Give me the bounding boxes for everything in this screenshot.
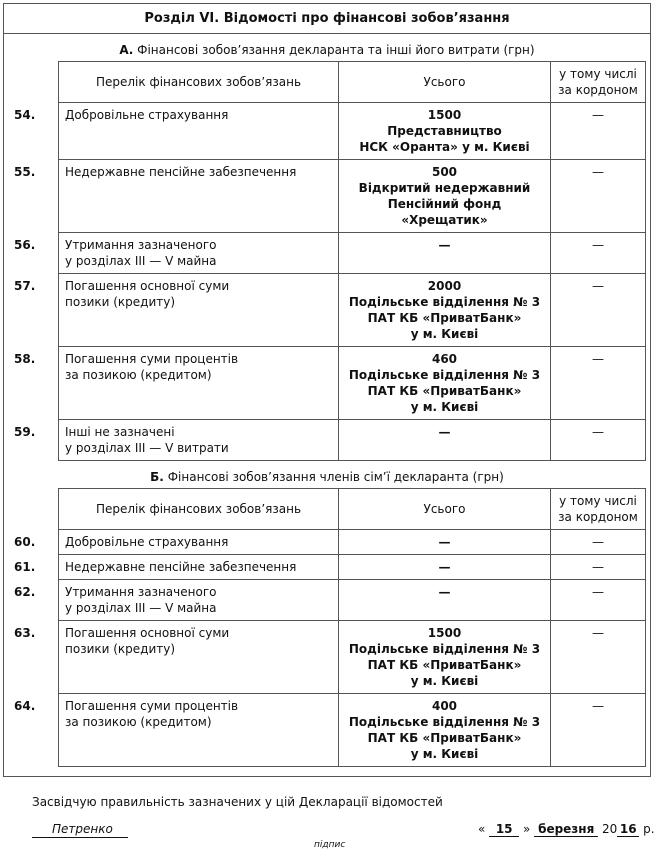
- obligation-name-line: Погашення основної суми: [65, 279, 230, 293]
- obligation-abroad: —: [551, 233, 646, 274]
- obligation-total-line: 460: [431, 352, 458, 366]
- obligation-name: [59, 233, 339, 274]
- row-number: 58.: [14, 351, 36, 366]
- obligation-total-line: у м. Києві: [410, 747, 479, 761]
- table-row: [59, 694, 646, 767]
- obligation-name: [59, 530, 339, 555]
- obligation-name: [59, 580, 339, 621]
- obligation-total-line: —: [438, 585, 451, 599]
- obligation-name-line: Добровільне страхування: [65, 108, 229, 122]
- header-abroad-line1: у тому числі: [559, 494, 637, 508]
- obligation-name-line: Утримання зазначеного: [65, 585, 217, 599]
- obligation-name-line: за позикою (кредитом): [65, 715, 212, 729]
- obligation-abroad: —: [551, 580, 646, 621]
- row-number: 62.: [14, 584, 36, 599]
- header-total: Усього: [339, 62, 551, 103]
- obligation-total: [339, 621, 551, 694]
- obligation-total: [339, 420, 551, 461]
- date-close-quote: »: [523, 822, 531, 836]
- obligation-total-line: —: [438, 535, 451, 549]
- row-number: 57.: [14, 278, 36, 293]
- obligation-abroad: —: [551, 555, 646, 580]
- obligation-name-line: Добровільне страхування: [65, 535, 229, 549]
- date-open-quote: «: [478, 822, 486, 836]
- obligation-name-line: позики (кредиту): [65, 642, 176, 656]
- obligation-name-line: Недержавне пенсійне забезпечення: [65, 165, 297, 179]
- obligation-abroad: —: [551, 103, 646, 160]
- table-row: [59, 580, 646, 621]
- header-total: Усього: [339, 489, 551, 530]
- section-title: Розділ VI. Відомості про фінансові зобов’язання: [4, 4, 650, 34]
- obligation-total: [339, 580, 551, 621]
- obligation-total: [339, 555, 551, 580]
- table-row: [59, 621, 646, 694]
- obligation-total-line: Відкритий недержавний: [358, 181, 531, 195]
- obligation-total-line: у м. Києві: [410, 327, 479, 341]
- obligation-total-line: ПАТ КБ «ПриватБанк»: [367, 384, 522, 398]
- part-b-letter: Б.: [150, 470, 164, 484]
- date-month[interactable]: березня: [534, 822, 598, 837]
- obligation-name: [59, 694, 339, 767]
- obligation-name-line: у розділах III — V витрати: [65, 441, 229, 455]
- table-row: [59, 347, 646, 420]
- obligation-name-line: Недержавне пенсійне забезпечення: [65, 560, 297, 574]
- obligation-name-line: позики (кредиту): [65, 295, 176, 309]
- signature-label: підпис: [314, 840, 346, 850]
- part-b-title: [4, 470, 650, 484]
- obligation-abroad: —: [551, 420, 646, 461]
- date-year-unit: р.: [643, 822, 655, 836]
- obligation-name-line: Погашення основної суми: [65, 626, 230, 640]
- obligation-name: [59, 555, 339, 580]
- header-name: Перелік фінансових зобов’язань: [59, 489, 339, 530]
- row-number: 63.: [14, 625, 36, 640]
- obligation-total-line: —: [438, 238, 451, 252]
- obligation-total-line: —: [438, 560, 451, 574]
- date-field: [478, 822, 655, 838]
- obligation-abroad: —: [551, 694, 646, 767]
- part-a-title: [4, 43, 650, 57]
- row-number: 61.: [14, 559, 36, 574]
- obligation-abroad: —: [551, 530, 646, 555]
- obligation-total-line: 1500: [427, 626, 462, 640]
- obligation-total: [339, 233, 551, 274]
- obligation-name: [59, 420, 339, 461]
- obligation-total: [339, 530, 551, 555]
- header-name: Перелік фінансових зобов’язань: [59, 62, 339, 103]
- obligation-name-line: Інші не зазначені: [65, 425, 175, 439]
- obligation-name-line: Погашення суми процентів: [65, 699, 239, 713]
- signature-field[interactable]: Петренко: [32, 822, 128, 838]
- table-row: [59, 274, 646, 347]
- obligation-total-line: ПАТ КБ «ПриватБанк»: [367, 658, 522, 672]
- date-day[interactable]: 15: [489, 822, 519, 837]
- header-abroad-line1: у тому числі: [559, 67, 637, 81]
- header-abroad: [551, 489, 646, 530]
- obligation-total-line: Подільське відділення № 3: [348, 295, 541, 309]
- header-abroad-line2: за кордоном: [558, 83, 638, 97]
- part-a-table: [58, 61, 646, 461]
- obligation-name: [59, 160, 339, 233]
- obligation-name-line: у розділах III — V майна: [65, 601, 217, 615]
- obligation-total-line: у м. Києві: [410, 400, 479, 414]
- table-row: [59, 233, 646, 274]
- declaration-sheet: [3, 3, 651, 777]
- obligation-name: [59, 621, 339, 694]
- row-number: 56.: [14, 237, 36, 252]
- obligation-total-line: ПАТ КБ «ПриватБанк»: [367, 731, 522, 745]
- part-b-table: [58, 488, 646, 767]
- obligation-name: [59, 274, 339, 347]
- obligation-total-line: НСК «Оранта» у м. Києві: [359, 140, 530, 154]
- row-number: 55.: [14, 164, 36, 179]
- table-row: [59, 103, 646, 160]
- obligation-name-line: за позикою (кредитом): [65, 368, 212, 382]
- header-abroad: [551, 62, 646, 103]
- header-abroad-line2: за кордоном: [558, 510, 638, 524]
- obligation-total-line: у м. Києві: [410, 674, 479, 688]
- date-year-prefix: 20: [602, 822, 618, 836]
- obligation-abroad: —: [551, 160, 646, 233]
- row-number: 60.: [14, 534, 36, 549]
- table-row: [59, 160, 646, 233]
- obligation-total-line: 2000: [427, 279, 462, 293]
- obligation-name-line: Погашення суми процентів: [65, 352, 239, 366]
- obligation-total-line: Представництво: [387, 124, 502, 138]
- obligation-total-line: Пенсійний фонд «Хрещатик»: [387, 197, 502, 227]
- obligation-total: [339, 694, 551, 767]
- obligation-name-line: у розділах III — V майна: [65, 254, 217, 268]
- obligation-total-line: ПАТ КБ «ПриватБанк»: [367, 311, 522, 325]
- obligation-abroad: —: [551, 274, 646, 347]
- obligation-total-line: Подільське відділення № 3: [348, 642, 541, 656]
- part-a-letter: А.: [119, 43, 134, 57]
- row-number: 64.: [14, 698, 36, 713]
- table-row: [59, 530, 646, 555]
- table-row: [59, 420, 646, 461]
- obligation-name-line: Утримання зазначеного: [65, 238, 217, 252]
- obligation-total-line: —: [438, 425, 451, 439]
- table-row: [59, 555, 646, 580]
- obligation-name: [59, 103, 339, 160]
- certify-text: Засвідчую правильність зазначених у цій Декларації відомостей: [32, 795, 443, 809]
- date-year-suffix[interactable]: 16: [617, 822, 639, 837]
- obligation-abroad: —: [551, 621, 646, 694]
- obligation-total-line: 400: [431, 699, 458, 713]
- row-number: 59.: [14, 424, 36, 439]
- obligation-total: [339, 274, 551, 347]
- part-b-title-text: Фінансові зобов’язання членів сім’ї декларанта (грн): [167, 470, 504, 484]
- obligation-total: [339, 103, 551, 160]
- row-number: 54.: [14, 107, 36, 122]
- obligation-name: [59, 347, 339, 420]
- part-a-title-text: Фінансові зобов’язання декларанта та інші його витрати (грн): [137, 43, 535, 57]
- obligation-total-line: Подільське відділення № 3: [348, 715, 541, 729]
- obligation-total: [339, 347, 551, 420]
- obligation-total-line: 500: [431, 165, 458, 179]
- obligation-total-line: Подільське відділення № 3: [348, 368, 541, 382]
- obligation-abroad: —: [551, 347, 646, 420]
- obligation-total: [339, 160, 551, 233]
- obligation-total-line: 1500: [427, 108, 462, 122]
